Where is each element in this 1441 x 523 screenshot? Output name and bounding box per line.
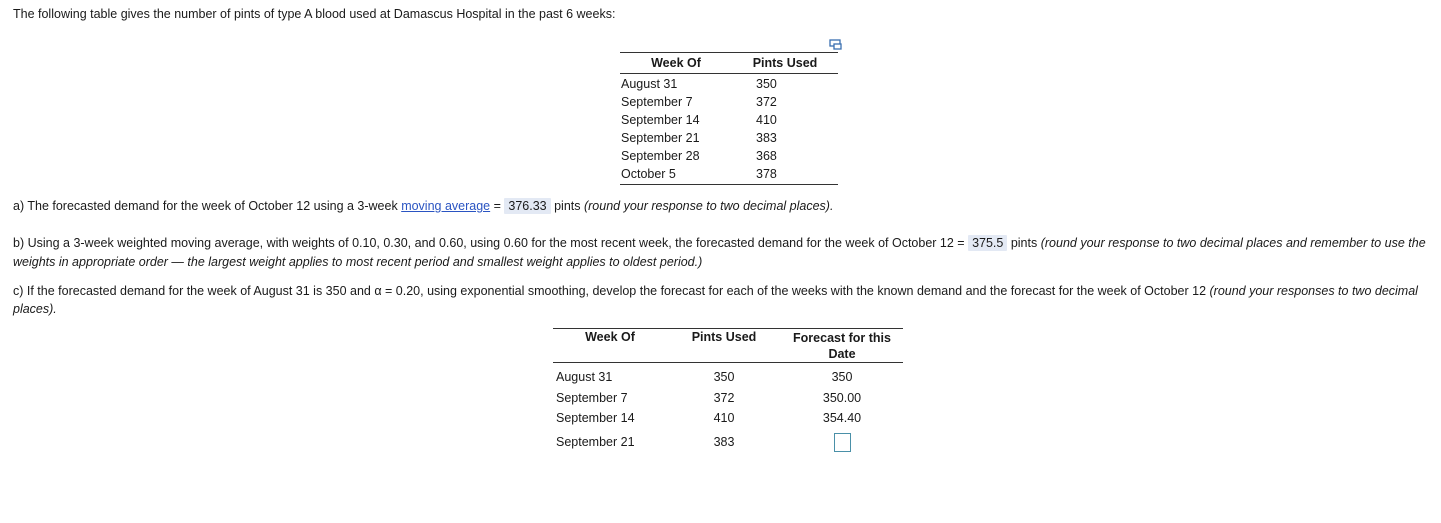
pints-cell: 378 [756,167,777,181]
header-pints-used: Pints Used [691,330,757,344]
blood-usage-table [620,52,838,185]
equals-sign: = [490,199,505,213]
forecast-cell: 350 [831,370,853,384]
table-row [620,75,838,93]
unit-text: pints [1007,236,1041,250]
table-row [620,93,838,111]
header-forecast: Forecast for this Date [793,331,891,361]
week-cell: August 31 [556,370,613,384]
week-cell: September 7 [621,95,693,109]
table-row [620,147,838,165]
week-cell: August 31 [621,77,678,91]
forecast-cell: 350.00 [822,391,862,405]
exponential-smoothing-table [553,328,903,456]
question-c [13,282,1438,318]
week-cell: September 21 [556,435,635,449]
rounding-note: (round your response to two decimal places). [583,199,834,213]
answer-a-field[interactable]: 376.33 [504,198,550,214]
question-c-text: c) If the forecasted demand for the week of August 31 is 350 and α = 0.20, using exponential smoothing, develop the forecast for each of the weeks with the known demand and the forecast for the week of October 12 [13,284,1210,298]
table-row [620,165,838,183]
table-header [553,329,903,363]
copy-icon[interactable] [829,39,843,51]
table-header [620,53,838,74]
pints-cell: 410 [713,411,735,425]
pints-cell: 383 [713,435,735,449]
answer-b-field[interactable]: 375.5 [968,235,1007,251]
week-cell: September 28 [621,149,700,163]
forecast-cell [781,433,903,452]
header-week-of: Week Of [651,56,701,70]
unit-text: pints [550,199,584,213]
week-cell: September 14 [621,113,700,127]
pints-cell: 410 [756,113,777,127]
header-pints-used: Pints Used [752,56,818,70]
question-a-text: a) The forecasted demand for the week of October 12 using a 3-week [13,199,402,213]
pints-cell: 350 [756,77,777,91]
week-cell: September 7 [556,391,628,405]
week-cell: September 21 [621,131,700,145]
question-b-text: b) Using a 3-week weighted moving average, with weights of 0.10, 0.30, and 0.60, using 0.60 for the most recent week, the forecasted demand for the week of October 12 = [13,236,969,250]
forecast-input-box[interactable] [834,433,851,452]
table-row [620,111,838,129]
forecast-cell: 354.40 [822,411,862,425]
table-row [553,366,903,388]
pints-cell: 350 [713,370,735,384]
table-row [620,129,838,147]
week-cell: October 5 [621,167,676,181]
question-b [13,234,1438,272]
rounding-note: (round your response to two decimal places and remember to use the weights in appropriate order — the largest weight applies to most recent period and smallest weight applies to oldest period.) [13,236,1426,269]
intro-text: The following table gives the number of pints of type A blood used at Damascus Hospital in the past 6 weeks: [13,7,616,21]
week-cell: September 14 [556,411,635,425]
pints-cell: 383 [756,131,777,145]
table-row [553,428,903,456]
pints-cell: 372 [756,95,777,109]
moving-average-link[interactable]: moving average [401,199,491,213]
table-row [553,408,903,428]
pints-cell: 368 [756,149,777,163]
table-row [553,388,903,408]
pints-cell: 372 [713,391,735,405]
header-week-of: Week Of [585,330,635,344]
question-a [13,199,833,213]
rounding-note: (round your responses to two decimal places). [13,284,1418,316]
